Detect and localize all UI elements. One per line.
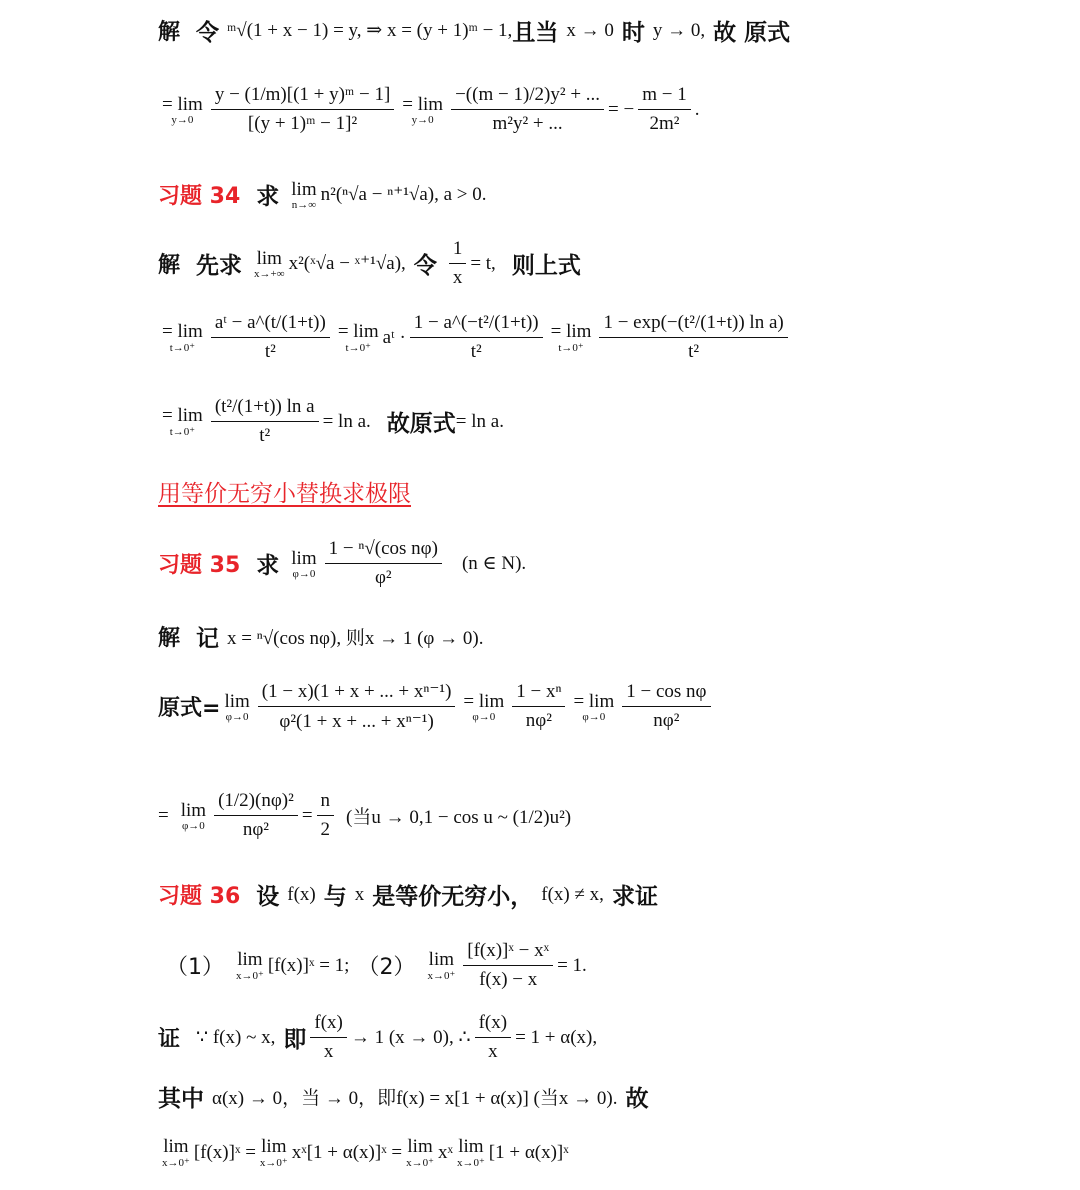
text: 求证 bbox=[611, 884, 658, 910]
math-expr: [f(x)]ˣ = 1; bbox=[267, 954, 350, 976]
text: 其中 bbox=[158, 1086, 204, 1112]
fraction: $\frac{\text{1 − exp(−(t²/(1+t)) ln a)}}{\text{t²}}$ bbox=[599, 312, 787, 363]
limit-operator: lim x→0⁺ bbox=[236, 949, 264, 982]
math-expr: (n ∈ N). bbox=[461, 553, 527, 574]
math-expr: [f(x)]ˣ = bbox=[193, 1141, 256, 1163]
text: 则上式 bbox=[511, 253, 581, 279]
item-label: （1） bbox=[166, 955, 224, 980]
math-expr: α(x) → 0，当 → 0，即f(x) = x[1 + α(x)] (当x → 0). bbox=[212, 1088, 618, 1109]
solution-label: 解 bbox=[158, 626, 181, 651]
fraction: $\frac{\text{(t²/(1+t)) ln a}}{\text{t²}}$ bbox=[211, 396, 319, 447]
limit-operator: = lim t→0⁺ bbox=[162, 405, 203, 438]
math-expr: → 1 (x → 0), ∴ bbox=[350, 1027, 471, 1048]
text: 故 bbox=[625, 1086, 649, 1112]
solution-label: 解 bbox=[158, 20, 181, 45]
problem-36-items bbox=[166, 940, 1056, 991]
fraction: $\frac{f(x)}{x}$ bbox=[475, 1012, 511, 1063]
problem-label: 习题 36 bbox=[158, 884, 241, 909]
limit-operator: = lim φ→0 bbox=[573, 690, 615, 723]
fraction: $\frac{\text{1 − ⁿ√(cos nφ)}}{\text{φ²}}$ bbox=[325, 538, 442, 589]
math-expr: x bbox=[354, 883, 365, 905]
limit-operator: lim x→0⁺ bbox=[162, 1136, 190, 1169]
problem-label: 习题 34 bbox=[158, 184, 241, 209]
limit-operator: lim φ→0 bbox=[291, 547, 317, 580]
math-expr: aᵗ · bbox=[382, 326, 406, 348]
fraction: $\frac{1}{x}$ bbox=[449, 238, 467, 289]
math-expr: xˣ bbox=[437, 1141, 453, 1163]
equation-34a bbox=[158, 312, 1056, 363]
limit-operator: lim x→0⁺ bbox=[427, 949, 456, 982]
math-expr: xˣ[1 + α(x)]ˣ = bbox=[291, 1141, 403, 1163]
equation-35b bbox=[158, 790, 1056, 841]
section-title: 用等价无穷小替换求极限 bbox=[158, 481, 411, 507]
equation-35a bbox=[158, 680, 1056, 733]
text: 令 bbox=[413, 253, 437, 279]
math-expr: x = ⁿ√(cos nφ), 则x → 1 (φ → 0). bbox=[227, 628, 484, 649]
section-heading bbox=[158, 475, 1056, 508]
math-expr: = ln a. bbox=[322, 410, 371, 432]
solution-35 bbox=[158, 620, 1056, 653]
fraction: $\frac{m - 1}{\text{2m²}}$ bbox=[638, 84, 691, 135]
limit-operator: = lim y→0 bbox=[402, 93, 444, 126]
equation-1 bbox=[158, 84, 1056, 135]
text: 求 bbox=[256, 184, 280, 210]
problem-35 bbox=[158, 538, 1056, 589]
math-expr: ∵ f(x) ~ x, bbox=[196, 1027, 276, 1048]
text: 记 bbox=[196, 626, 220, 652]
math-expr: . bbox=[694, 98, 700, 120]
fraction: $\frac{\text{−((m − 1)/2)y² + ...}}{\text{m²y² + ...}}$ bbox=[451, 84, 604, 135]
math-expr: f(x) bbox=[287, 883, 316, 905]
math-expr: y → 0, bbox=[652, 19, 706, 41]
proof bbox=[158, 1012, 1056, 1063]
limit-operator: lim φ→0 bbox=[224, 690, 250, 723]
math-expr: x → 0 bbox=[566, 19, 614, 41]
fraction: $\frac{\text{aᵗ − a\textasciicircum{}(t/(1+t))}}{\text{t²}}$ bbox=[211, 312, 330, 363]
proof-line-3 bbox=[158, 1136, 1056, 1169]
text: 设 bbox=[256, 884, 280, 910]
text: 时 bbox=[621, 20, 645, 46]
limit-operator: = lim φ→0 bbox=[463, 690, 505, 723]
fraction: $\frac{\text{(1/2)(nφ)²}}{\text{nφ²}}$ bbox=[214, 790, 298, 841]
limit-operator: lim n→∞ bbox=[291, 178, 317, 211]
math-expr: n²(ⁿ√a − ⁿ⁺¹√a), a > 0. bbox=[320, 184, 487, 205]
math-expr: = t, bbox=[470, 252, 496, 274]
limit-operator: lim x→0⁺ bbox=[456, 1136, 485, 1169]
text: 即 bbox=[283, 1027, 307, 1053]
problem-34 bbox=[158, 178, 1056, 211]
fraction: $\frac{f(x)}{x}$ bbox=[310, 1012, 346, 1063]
limit-operator: lim x→0⁺ bbox=[259, 1136, 288, 1169]
math-expr: = bbox=[158, 804, 169, 826]
limit-operator: lim x→+∞ bbox=[254, 247, 285, 280]
proof-line-2 bbox=[158, 1080, 1056, 1113]
math-expr: = 1 + α(x), bbox=[515, 1026, 598, 1048]
proof-label: 证 bbox=[158, 1027, 181, 1052]
problem-label: 习题 35 bbox=[158, 553, 241, 578]
math-expr: = − bbox=[608, 98, 635, 120]
text: 故原式 bbox=[386, 411, 456, 437]
math-expr: [1 + α(x)]ˣ bbox=[488, 1141, 569, 1163]
text: 先求 bbox=[196, 253, 243, 279]
math-expr: = ln a. bbox=[455, 410, 504, 432]
math-expr: = bbox=[301, 804, 313, 826]
text: 原式= bbox=[158, 696, 221, 721]
limit-operator: = lim y→0 bbox=[162, 93, 203, 126]
text: 且当 bbox=[512, 20, 559, 46]
fraction: $\frac{n}{2}$ bbox=[317, 790, 335, 841]
substitution-expr: ᵐ√(1 + x − 1) = y, ⇒ x = (y + 1)ᵐ − 1, bbox=[227, 20, 513, 41]
equation-34b bbox=[158, 396, 1056, 447]
limit-operator: = lim t→0⁺ bbox=[162, 321, 203, 354]
math-note: (当u → 0,1 − cos u ~ (1/2)u²) bbox=[346, 807, 572, 828]
solution-intro bbox=[158, 14, 1056, 47]
item-label: （2） bbox=[357, 955, 416, 980]
text: 求 bbox=[256, 553, 280, 579]
problem-36 bbox=[158, 878, 1056, 911]
fraction: $\frac{\text{[f(x)]ˣ − xˣ}}{f(x) - x}$ bbox=[463, 940, 553, 991]
fraction: $\frac{\text{1 − cos nφ}}{\text{nφ²}}$ bbox=[622, 681, 710, 732]
fraction: $\frac{\text{y − (1/m)[(1 + y)ᵐ − 1]}}{\text{[(y + 1)ᵐ − 1]²}}$ bbox=[211, 84, 394, 135]
text: 与 bbox=[323, 884, 347, 910]
fraction: $\frac{\text{1 − xⁿ}}{\text{nφ²}}$ bbox=[512, 681, 565, 732]
math-expr: f(x) ≠ x, bbox=[541, 883, 604, 905]
limit-operator: = lim t→0⁺ bbox=[337, 321, 379, 354]
fraction: $\frac{\text{1 − a\textasciicircum{}(−t²/(1+t))}}{\text{t²}}$ bbox=[410, 312, 543, 363]
limit-operator: lim φ→0 bbox=[180, 799, 207, 832]
math-expr: = 1. bbox=[557, 954, 587, 976]
limit-operator: = lim t→0⁺ bbox=[550, 321, 592, 354]
limit-operator: lim x→0⁺ bbox=[406, 1136, 434, 1169]
text: 故 原式 bbox=[713, 20, 791, 46]
math-expr: x²(ˣ√a − ˣ⁺¹√a), bbox=[288, 253, 406, 274]
fraction: $\frac{\text{(1 − x)(1 + x + ... + xⁿ⁻¹)}}{\text{φ²(1 + x + ... + xⁿ⁻¹)}}$ bbox=[258, 680, 456, 733]
solution-label: 解 bbox=[158, 253, 181, 278]
text: 是等价无穷小， bbox=[372, 884, 534, 910]
solution-34 bbox=[158, 238, 1056, 289]
text: 令 bbox=[196, 20, 220, 46]
